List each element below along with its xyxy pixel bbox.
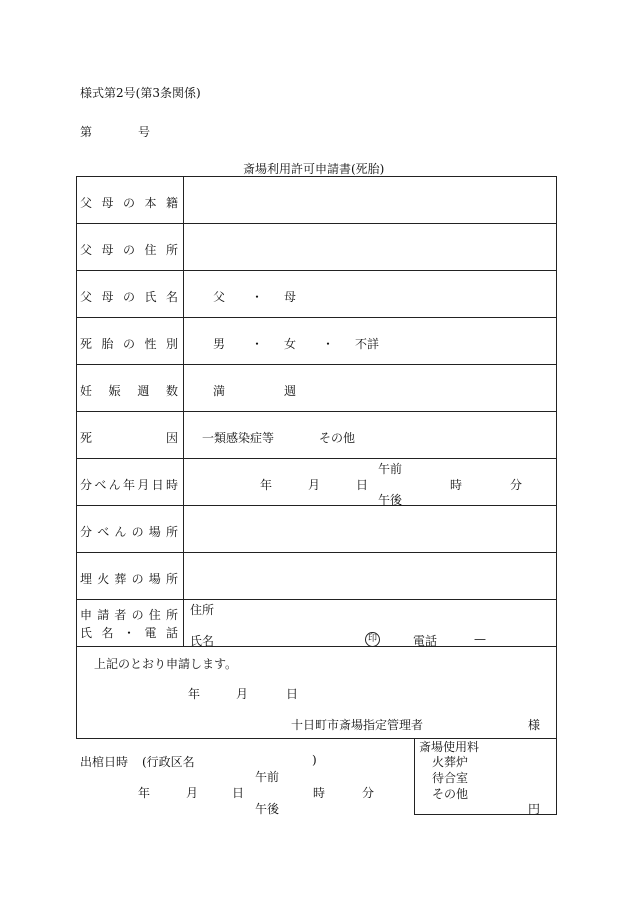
- delivery-am-option[interactable]: 午前: [378, 462, 403, 476]
- delivery-pm-option[interactable]: 午後: [378, 493, 403, 507]
- label-gestation-weeks: 妊 娠 週 数: [80, 384, 178, 398]
- label-parents-domicile: 父 母 の 本 籍: [80, 196, 178, 210]
- page-title: 斎場利用許可申請書(死胎): [243, 162, 385, 176]
- form-number: 様式第2号(第3条関係): [80, 86, 201, 100]
- ward-close: ): [312, 753, 317, 767]
- delivery-hour-unit: 時: [450, 478, 463, 492]
- delivery-day-unit: 日: [356, 478, 369, 492]
- label-parents-name: 父 母 の 氏 名: [80, 290, 178, 304]
- parents-address-field[interactable]: [184, 224, 556, 270]
- honorific: 様: [528, 718, 541, 732]
- fees-title: 斎場使用料: [419, 740, 480, 754]
- label-fetus-sex: 死 胎 の 性 別: [80, 337, 178, 351]
- application-year-unit: 年: [188, 687, 201, 701]
- departure-hour-unit: 時: [313, 786, 326, 800]
- applicant-address-label: 住所: [190, 603, 215, 617]
- sex-option-male[interactable]: 男: [213, 337, 226, 351]
- burial-place-field[interactable]: [184, 553, 556, 599]
- delivery-minute-unit: 分: [510, 478, 523, 492]
- label-parents-address: 父 母 の 住 所: [80, 243, 178, 257]
- mother-label: 母: [284, 290, 297, 304]
- departure-year-unit: 年: [138, 786, 151, 800]
- number-suffix: 号: [138, 125, 151, 139]
- sex-option-female[interactable]: 女: [284, 337, 297, 351]
- departure-am-option[interactable]: 午前: [255, 770, 280, 784]
- departure-minute-unit: 分: [362, 786, 375, 800]
- label-cause-of-death: 死 因: [80, 431, 178, 445]
- seal-mark: 印: [365, 632, 380, 647]
- gestation-full-label: 満: [213, 384, 226, 398]
- parents-domicile-field[interactable]: [184, 177, 556, 223]
- number-prefix: 第: [80, 125, 93, 139]
- departure-label: 出棺日時: [80, 755, 129, 769]
- sex-option-unknown[interactable]: 不詳: [355, 337, 380, 351]
- label-applicant-address: 申 請 者 の 住 所: [80, 608, 178, 622]
- gestation-weeks-unit: 週: [284, 384, 297, 398]
- applicant-name-label: 氏名: [190, 634, 215, 648]
- fee-item-cremation-furnace: 火葬炉: [432, 755, 469, 769]
- fee-item-other: その他: [432, 787, 469, 801]
- separator-dot: ・: [322, 337, 335, 351]
- fee-item-waiting-room: 待合室: [432, 771, 469, 785]
- phone-label: 電話: [413, 634, 438, 648]
- delivery-place-field[interactable]: [184, 506, 556, 552]
- delivery-month-unit: 月: [308, 478, 321, 492]
- delivery-year-unit: 年: [260, 478, 273, 492]
- cause-other-option[interactable]: その他: [319, 431, 356, 445]
- cause-infectious-option[interactable]: 一類感染症等: [202, 431, 275, 445]
- separator-dot: ・: [251, 290, 264, 304]
- father-label: 父: [213, 290, 226, 304]
- label-delivery-place: 分 べ ん の 場 所: [80, 525, 178, 539]
- label-applicant-name-phone: 氏 名 ・ 電 話: [80, 626, 178, 640]
- departure-pm-option[interactable]: 午後: [255, 802, 280, 816]
- declaration-text: 上記のとおり申請します。: [94, 657, 238, 671]
- label-burial-place: 埋 火 葬 の 場 所: [80, 572, 178, 586]
- label-delivery-datetime: 分 べ ん 年 月 日 時: [80, 478, 178, 492]
- ward-open: (行政区名: [142, 755, 195, 769]
- application-month-unit: 月: [236, 687, 249, 701]
- addressee: 十日町市斎場指定管理者: [291, 718, 424, 732]
- phone-dash: —: [474, 632, 486, 646]
- departure-month-unit: 月: [186, 786, 199, 800]
- application-day-unit: 日: [286, 687, 299, 701]
- separator-dot: ・: [251, 337, 264, 351]
- fee-currency-unit: 円: [528, 802, 541, 816]
- departure-day-unit: 日: [232, 786, 245, 800]
